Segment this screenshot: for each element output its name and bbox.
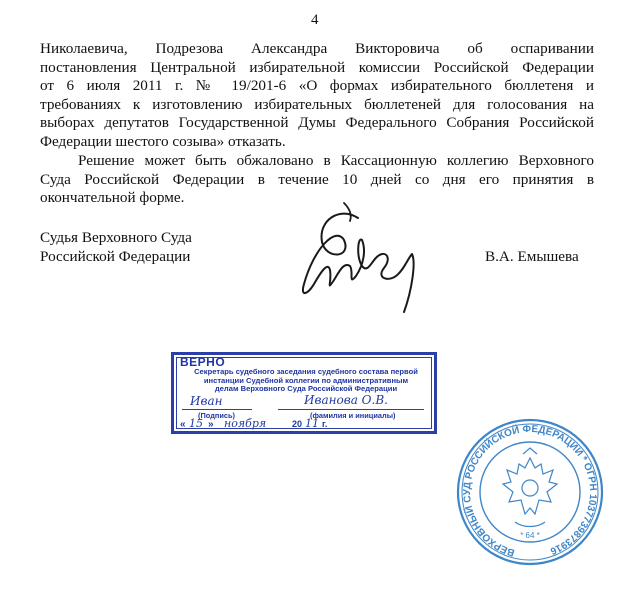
caption-name: (фамилия и инициалы) [310, 411, 396, 420]
court-seal [445, 418, 615, 568]
paragraph-decision [40, 40, 594, 152]
paragraph-line: постановления Центральной избирательной комиссии Российской Федерации [40, 58, 594, 76]
paragraph-line: требованиях к изготовлению избирательных бюллетеней для голосования на [40, 95, 594, 113]
paragraph-line: Николаевича, Подрезова Александра Викторовича об оспаривании [40, 40, 594, 57]
judge-title-line: Российской Федерации [40, 248, 191, 265]
signature-line [182, 409, 252, 410]
date-year-suffix: 11 [305, 417, 319, 430]
paragraph-line: окончательной форме. [40, 189, 185, 207]
paragraph-line: Федерации шестого созыва» отказать. [40, 132, 286, 150]
paragraph-line: Решение может быть обжаловано в Кассационную коллегию Верховного [78, 152, 594, 169]
caption-signature: (Подпись) [198, 411, 236, 420]
date-day: 15 [189, 417, 203, 430]
name-line [278, 409, 424, 410]
stamp-text [180, 368, 432, 394]
stamp-text-line: делам Верховного Суда Российской Федерации [214, 384, 398, 394]
judge-signature [300, 200, 430, 325]
stamp-title: ВЕРНО [180, 355, 226, 369]
seal-bottom-text: * 64 * [520, 531, 540, 540]
seal-ring-text: ВЕРХОВНЫЙ СУД РОССИЙСКОЙ ФЕДЕРАЦИИ * ОГРН 1037739873916 [462, 423, 599, 558]
paragraph-line: от 6 июля 2011 г. № 19/201-6 «О формах избирательного бюллетеня и [40, 77, 594, 95]
verification-stamp: ВЕРНО Секретарь судебного заседания судебного состава первой инстанции Судебной коллегии по административным делам Верховного Суда Российской Федерации Иван Иванова О.В. (Подпись) (фамилия и инициалы) « 15 » ноября 20 11 г. [171, 352, 437, 434]
secretary-name: Иванова О.В. [304, 393, 388, 407]
judge-title [40, 228, 192, 266]
stamp-text-line: Секретарь судебного заседания судебного состава первой [194, 367, 418, 376]
date-year-end: г. [322, 419, 328, 429]
date-month: ноября [224, 417, 267, 430]
paragraph-line: выборах депутатов Государственной Думы Федерального Собрания Российской [40, 114, 594, 132]
secretary-signature: Иван [190, 394, 223, 408]
eagle-emblem-icon [503, 448, 557, 527]
judge-title-line: Судья Верховного Суда [40, 229, 192, 246]
stamp-text-line: инстанции Судебной коллегии по административным [203, 375, 409, 385]
page-number: 4 [311, 12, 319, 28]
paragraph-line: Суда Российской Федерации в течение 10 дней со дня его принятия в [40, 170, 594, 188]
date-year-prefix: 20 [292, 419, 303, 429]
judge-name: В.А. Емышева [485, 248, 579, 265]
